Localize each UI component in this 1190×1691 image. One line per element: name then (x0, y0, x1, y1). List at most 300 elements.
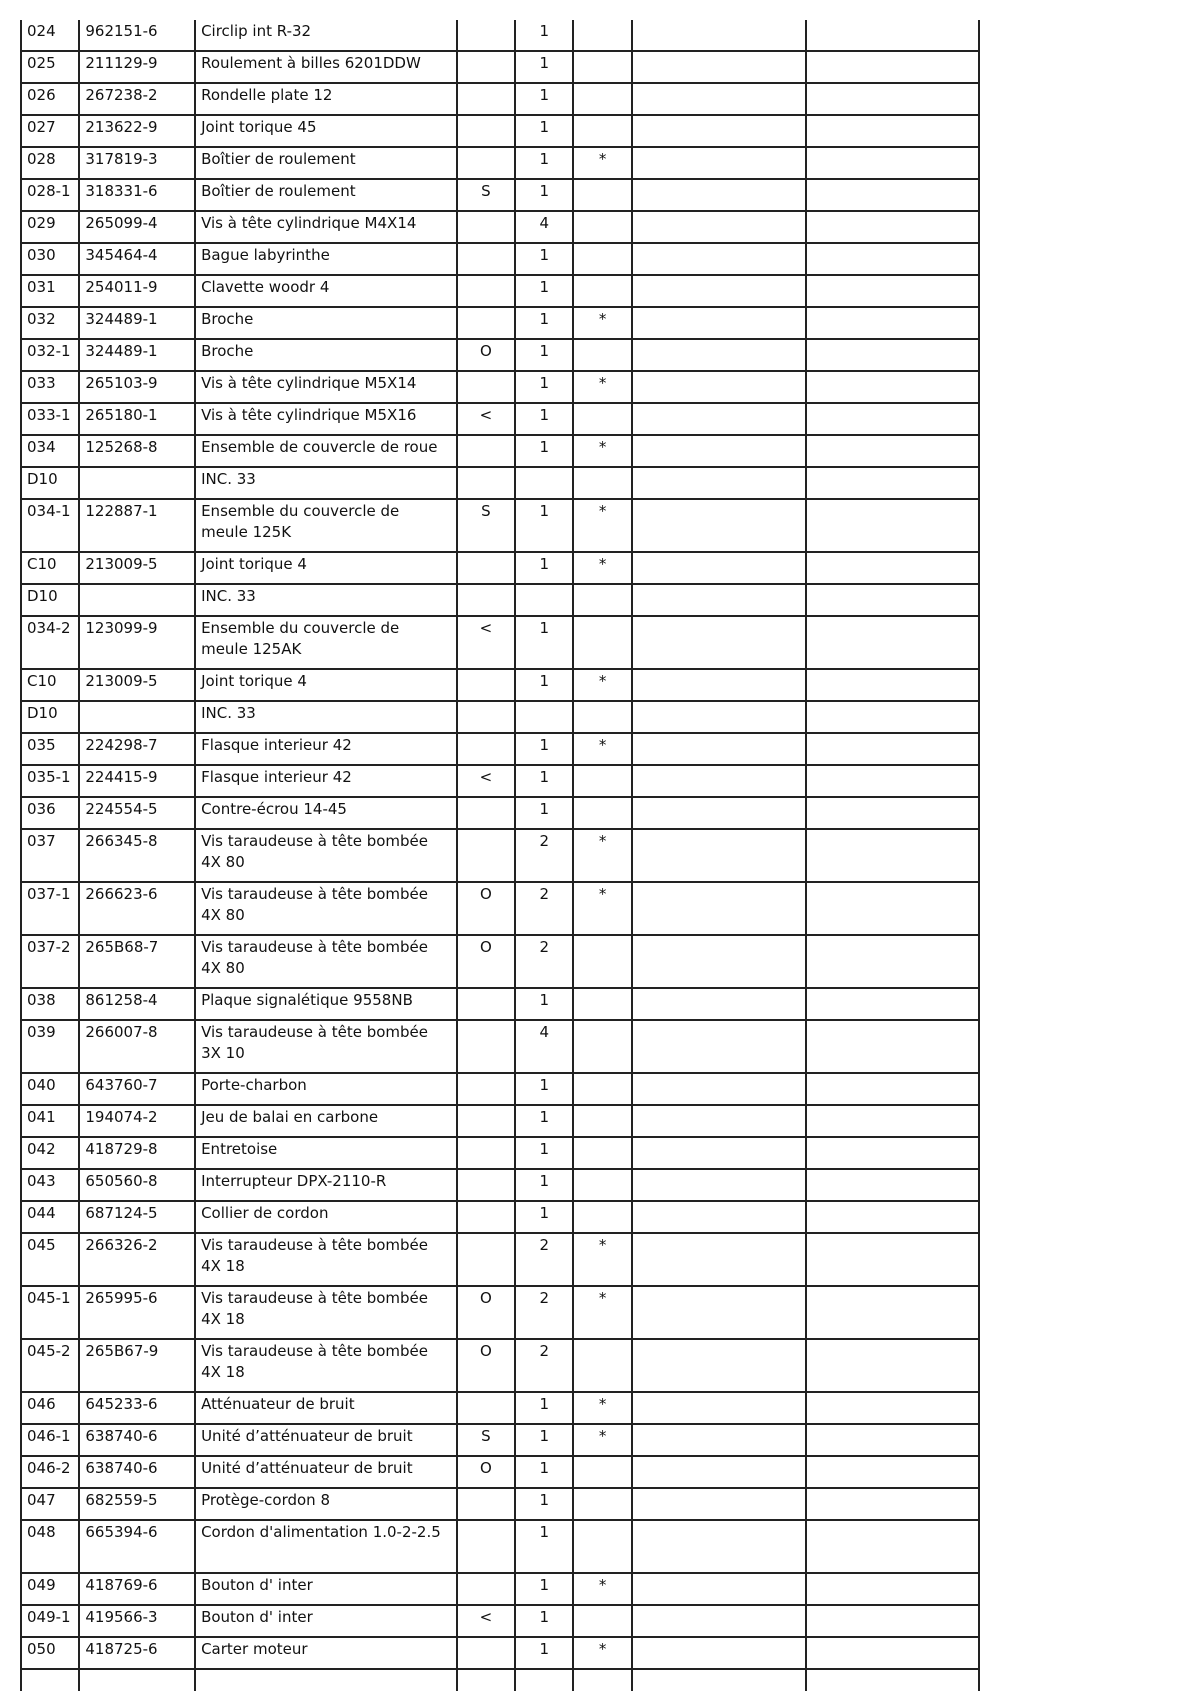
description-cell: Joint torique 45 (195, 115, 457, 147)
blank-cell (632, 1605, 806, 1637)
code-cell (457, 1520, 515, 1573)
quantity-cell: 1 (515, 435, 573, 467)
table-row (21, 935, 979, 988)
blank-cell (632, 988, 806, 1020)
table-row (21, 1073, 979, 1105)
blank-cell (632, 20, 806, 51)
blank-cell (632, 935, 806, 988)
item-number-cell: 045-2 (21, 1339, 79, 1392)
item-number-cell: 035 (21, 733, 79, 765)
description-cell: INC. 33 (195, 701, 457, 733)
quantity-cell: 1 (515, 339, 573, 371)
table-row (21, 797, 979, 829)
table-row (21, 552, 979, 584)
mark-cell (573, 1105, 631, 1137)
item-number-cell: 046-1 (21, 1424, 79, 1456)
item-number-cell: 042 (21, 1137, 79, 1169)
blank-cell (806, 1105, 979, 1137)
description-cell: Joint torique 4 (195, 552, 457, 584)
item-number-cell: 029 (21, 211, 79, 243)
table-row (21, 1339, 979, 1392)
table-row (21, 179, 979, 211)
part-number-cell: 125268-8 (79, 435, 195, 467)
code-cell (457, 243, 515, 275)
mark-cell (573, 403, 631, 435)
code-cell (457, 115, 515, 147)
description-cell: Vis à tête cylindrique M5X16 (195, 403, 457, 435)
mark-cell (573, 616, 631, 669)
description-cell: Vis taraudeuse à tête bombée 4X 18 (195, 1339, 457, 1392)
quantity-cell: 1 (515, 1605, 573, 1637)
description-cell: Ensemble de couvercle de roue (195, 435, 457, 467)
part-number-cell: 213009-5 (79, 669, 195, 701)
mark-cell: * (573, 552, 631, 584)
item-number-cell: 043 (21, 1169, 79, 1201)
blank-cell (806, 797, 979, 829)
item-number-cell: 025 (21, 51, 79, 83)
code-cell (457, 435, 515, 467)
part-number-cell: 213622-9 (79, 115, 195, 147)
part-number-cell: 861258-4 (79, 988, 195, 1020)
mark-cell (573, 1020, 631, 1073)
code-cell (457, 1073, 515, 1105)
part-number-cell: 324489-1 (79, 339, 195, 371)
blank-cell (632, 115, 806, 147)
blank-cell (806, 616, 979, 669)
code-cell (457, 584, 515, 616)
mark-cell (573, 1073, 631, 1105)
quantity-cell: 2 (515, 1339, 573, 1392)
quantity-cell: 1 (515, 275, 573, 307)
quantity-cell: 1 (515, 616, 573, 669)
description-cell: Vis taraudeuse à tête bombée 3X 10 (195, 1020, 457, 1073)
blank-cell (632, 797, 806, 829)
blank-cell (632, 499, 806, 552)
table-row (21, 1392, 979, 1424)
mark-cell: * (573, 499, 631, 552)
blank-cell (806, 829, 979, 882)
blank-cell (632, 829, 806, 882)
mark-cell: * (573, 371, 631, 403)
item-number-cell: 034 (21, 435, 79, 467)
description-cell: Unité d’atténuateur de bruit (195, 1456, 457, 1488)
code-cell (457, 1201, 515, 1233)
blank-cell (632, 371, 806, 403)
blank-cell (515, 1669, 573, 1691)
blank-cell (806, 765, 979, 797)
part-number-cell: 267238-2 (79, 83, 195, 115)
quantity-cell: 1 (515, 1201, 573, 1233)
code-cell: O (457, 935, 515, 988)
description-cell: Ensemble du couvercle de meule 125AK (195, 616, 457, 669)
blank-cell (632, 307, 806, 339)
table-row (21, 51, 979, 83)
table-row (21, 1233, 979, 1286)
part-number-cell: 265995-6 (79, 1286, 195, 1339)
table-row (21, 882, 979, 935)
blank-cell (632, 1137, 806, 1169)
description-cell: Vis taraudeuse à tête bombée 4X 80 (195, 935, 457, 988)
table-row (21, 1424, 979, 1456)
blank-cell (632, 1637, 806, 1669)
blank-cell (632, 552, 806, 584)
blank-cell (806, 371, 979, 403)
table-row (21, 1201, 979, 1233)
quantity-cell: 1 (515, 51, 573, 83)
item-number-cell: 048 (21, 1520, 79, 1573)
item-number-cell: 050 (21, 1637, 79, 1669)
item-number-cell: 040 (21, 1073, 79, 1105)
quantity-cell: 1 (515, 371, 573, 403)
description-cell: Porte-charbon (195, 1073, 457, 1105)
item-number-cell: 039 (21, 1020, 79, 1073)
mark-cell: * (573, 435, 631, 467)
quantity-cell: 1 (515, 499, 573, 552)
mark-cell: * (573, 882, 631, 935)
blank-cell (806, 1392, 979, 1424)
blank-cell (806, 211, 979, 243)
part-number-cell: 650560-8 (79, 1169, 195, 1201)
item-number-cell: 033 (21, 371, 79, 403)
blank-cell (806, 51, 979, 83)
item-number-cell: 034-1 (21, 499, 79, 552)
blank-cell (632, 1456, 806, 1488)
description-cell: Broche (195, 307, 457, 339)
table-row-empty (21, 1669, 979, 1691)
mark-cell: * (573, 829, 631, 882)
code-cell (457, 1020, 515, 1073)
mark-cell: * (573, 147, 631, 179)
code-cell: < (457, 765, 515, 797)
part-number-cell: 265099-4 (79, 211, 195, 243)
mark-cell (573, 1456, 631, 1488)
code-cell (457, 275, 515, 307)
blank-cell (806, 988, 979, 1020)
code-cell (457, 1573, 515, 1605)
blank-cell (806, 1520, 979, 1573)
mark-cell (573, 339, 631, 371)
quantity-cell: 1 (515, 988, 573, 1020)
code-cell (457, 669, 515, 701)
description-cell: Vis à tête cylindrique M5X14 (195, 371, 457, 403)
part-number-cell: 643760-7 (79, 1073, 195, 1105)
quantity-cell: 1 (515, 1424, 573, 1456)
part-number-cell: 224554-5 (79, 797, 195, 829)
blank-cell (806, 1169, 979, 1201)
parts-table (20, 20, 980, 1691)
description-cell: Bouton d' inter (195, 1573, 457, 1605)
mark-cell: * (573, 733, 631, 765)
part-number-cell: 418725-6 (79, 1637, 195, 1669)
description-cell: Bague labyrinthe (195, 243, 457, 275)
description-cell: Roulement à billes 6201DDW (195, 51, 457, 83)
description-cell: Boîtier de roulement (195, 147, 457, 179)
table-row (21, 20, 979, 51)
description-cell: Entretoise (195, 1137, 457, 1169)
table-row (21, 584, 979, 616)
table-row (21, 1573, 979, 1605)
table-row (21, 211, 979, 243)
quantity-cell (515, 584, 573, 616)
quantity-cell: 1 (515, 179, 573, 211)
blank-cell (806, 115, 979, 147)
item-number-cell: C10 (21, 669, 79, 701)
description-cell: Carter moteur (195, 1637, 457, 1669)
table-row (21, 616, 979, 669)
mark-cell (573, 1169, 631, 1201)
code-cell: O (457, 882, 515, 935)
blank-cell (806, 179, 979, 211)
code-cell (457, 552, 515, 584)
description-cell: Jeu de balai en carbone (195, 1105, 457, 1137)
quantity-cell: 2 (515, 935, 573, 988)
mark-cell (573, 935, 631, 988)
item-number-cell: 037-1 (21, 882, 79, 935)
mark-cell (573, 1605, 631, 1637)
blank-cell (632, 243, 806, 275)
item-number-cell: 030 (21, 243, 79, 275)
table-row (21, 1105, 979, 1137)
quantity-cell: 2 (515, 882, 573, 935)
blank-cell (806, 1233, 979, 1286)
blank-cell (632, 1669, 806, 1691)
mark-cell (573, 467, 631, 499)
blank-cell (806, 83, 979, 115)
part-number-cell: 419566-3 (79, 1605, 195, 1637)
blank-cell (806, 307, 979, 339)
quantity-cell: 1 (515, 1573, 573, 1605)
mark-cell (573, 83, 631, 115)
quantity-cell: 2 (515, 829, 573, 882)
part-number-cell: 265180-1 (79, 403, 195, 435)
blank-cell (632, 1201, 806, 1233)
description-cell: Bouton d' inter (195, 1605, 457, 1637)
part-number-cell: 266623-6 (79, 882, 195, 935)
blank-cell (632, 584, 806, 616)
table-row (21, 1488, 979, 1520)
code-cell: O (457, 1456, 515, 1488)
code-cell: S (457, 1424, 515, 1456)
table-row (21, 1520, 979, 1573)
description-cell: INC. 33 (195, 584, 457, 616)
code-cell: O (457, 1339, 515, 1392)
table-row (21, 147, 979, 179)
part-number-cell: 265103-9 (79, 371, 195, 403)
item-number-cell: 036 (21, 797, 79, 829)
table-row (21, 1020, 979, 1073)
blank-cell (806, 1456, 979, 1488)
blank-cell (632, 147, 806, 179)
description-cell: Cordon d'alimentation 1.0-2-2.5 (195, 1520, 457, 1573)
blank-cell (195, 1669, 457, 1691)
table-row (21, 1169, 979, 1201)
blank-cell (806, 1605, 979, 1637)
blank-cell (632, 733, 806, 765)
mark-cell: * (573, 1233, 631, 1286)
item-number-cell: D10 (21, 584, 79, 616)
item-number-cell: 026 (21, 83, 79, 115)
mark-cell (573, 115, 631, 147)
blank-cell (632, 1339, 806, 1392)
part-number-cell: 962151-6 (79, 20, 195, 51)
description-cell: Circlip int R-32 (195, 20, 457, 51)
item-number-cell: D10 (21, 701, 79, 733)
part-number-cell: 324489-1 (79, 307, 195, 339)
mark-cell: * (573, 307, 631, 339)
mark-cell (573, 1201, 631, 1233)
part-number-cell: 682559-5 (79, 1488, 195, 1520)
code-cell: O (457, 339, 515, 371)
item-number-cell: 035-1 (21, 765, 79, 797)
part-number-cell: 687124-5 (79, 1201, 195, 1233)
item-number-cell: 045-1 (21, 1286, 79, 1339)
table-row (21, 733, 979, 765)
quantity-cell: 2 (515, 1286, 573, 1339)
part-number-cell: 638740-6 (79, 1456, 195, 1488)
table-row (21, 1637, 979, 1669)
blank-cell (806, 701, 979, 733)
mark-cell (573, 211, 631, 243)
item-number-cell: 024 (21, 20, 79, 51)
blank-cell (806, 243, 979, 275)
item-number-cell: 049-1 (21, 1605, 79, 1637)
table-row (21, 339, 979, 371)
table-row (21, 1605, 979, 1637)
blank-cell (79, 1669, 195, 1691)
blank-cell (632, 1020, 806, 1073)
mark-cell: * (573, 1424, 631, 1456)
blank-cell (806, 499, 979, 552)
part-number-cell: 265B68-7 (79, 935, 195, 988)
description-cell: Rondelle plate 12 (195, 83, 457, 115)
item-number-cell: 047 (21, 1488, 79, 1520)
code-cell (457, 1233, 515, 1286)
item-number-cell: D10 (21, 467, 79, 499)
table-row (21, 115, 979, 147)
blank-cell (632, 1286, 806, 1339)
item-number-cell: 049 (21, 1573, 79, 1605)
blank-cell (632, 1169, 806, 1201)
blank-cell (632, 882, 806, 935)
blank-cell (806, 1073, 979, 1105)
blank-cell (632, 701, 806, 733)
quantity-cell: 1 (515, 1392, 573, 1424)
mark-cell (573, 988, 631, 1020)
blank-cell (632, 1233, 806, 1286)
part-number-cell: 638740-6 (79, 1424, 195, 1456)
part-number-cell: 122887-1 (79, 499, 195, 552)
blank-cell (632, 179, 806, 211)
mark-cell (573, 20, 631, 51)
blank-cell (806, 20, 979, 51)
item-number-cell: 038 (21, 988, 79, 1020)
table-row (21, 435, 979, 467)
code-cell: < (457, 403, 515, 435)
description-cell: Flasque interieur 42 (195, 765, 457, 797)
item-number-cell: 046 (21, 1392, 79, 1424)
mark-cell (573, 797, 631, 829)
table-row (21, 988, 979, 1020)
code-cell (457, 797, 515, 829)
parts-list-sheet (20, 20, 980, 1683)
table-row (21, 1286, 979, 1339)
description-cell: Boîtier de roulement (195, 179, 457, 211)
quantity-cell (515, 467, 573, 499)
blank-cell (806, 1573, 979, 1605)
code-cell (457, 1137, 515, 1169)
mark-cell (573, 275, 631, 307)
quantity-cell (515, 701, 573, 733)
quantity-cell: 1 (515, 765, 573, 797)
blank-cell (806, 669, 979, 701)
code-cell (457, 1392, 515, 1424)
quantity-cell: 1 (515, 1520, 573, 1573)
blank-cell (806, 403, 979, 435)
description-cell: Vis taraudeuse à tête bombée 4X 80 (195, 882, 457, 935)
code-cell (457, 701, 515, 733)
part-number-cell: 266326-2 (79, 1233, 195, 1286)
part-number-cell: 194074-2 (79, 1105, 195, 1137)
mark-cell (573, 1520, 631, 1573)
table-row (21, 307, 979, 339)
mark-cell (573, 1339, 631, 1392)
table-row (21, 243, 979, 275)
blank-cell (632, 339, 806, 371)
blank-cell (632, 1424, 806, 1456)
item-number-cell: 032 (21, 307, 79, 339)
part-number-cell (79, 584, 195, 616)
part-number-cell: 645233-6 (79, 1392, 195, 1424)
table-row (21, 467, 979, 499)
description-cell: Interrupteur DPX-2110-R (195, 1169, 457, 1201)
table-row (21, 1137, 979, 1169)
blank-cell (806, 1201, 979, 1233)
blank-cell (806, 584, 979, 616)
item-number-cell: 032-1 (21, 339, 79, 371)
part-number-cell: 266007-8 (79, 1020, 195, 1073)
code-cell: S (457, 499, 515, 552)
item-number-cell: 037 (21, 829, 79, 882)
table-row (21, 829, 979, 882)
blank-cell (632, 275, 806, 307)
quantity-cell: 1 (515, 115, 573, 147)
quantity-cell: 1 (515, 1488, 573, 1520)
part-number-cell: 254011-9 (79, 275, 195, 307)
quantity-cell: 1 (515, 1137, 573, 1169)
code-cell: < (457, 1605, 515, 1637)
mark-cell (573, 765, 631, 797)
code-cell (457, 83, 515, 115)
part-number-cell (79, 701, 195, 733)
description-cell: Flasque interieur 42 (195, 733, 457, 765)
code-cell (457, 467, 515, 499)
description-cell: Protège-cordon 8 (195, 1488, 457, 1520)
code-cell (457, 1105, 515, 1137)
blank-cell (806, 1137, 979, 1169)
blank-cell (806, 1637, 979, 1669)
code-cell (457, 307, 515, 339)
table-row (21, 83, 979, 115)
part-number-cell: 213009-5 (79, 552, 195, 584)
part-number-cell: 318331-6 (79, 179, 195, 211)
quantity-cell: 1 (515, 1456, 573, 1488)
quantity-cell: 1 (515, 1073, 573, 1105)
code-cell (457, 733, 515, 765)
blank-cell (21, 1669, 79, 1691)
table-row (21, 403, 979, 435)
blank-cell (632, 1488, 806, 1520)
part-number-cell: 211129-9 (79, 51, 195, 83)
